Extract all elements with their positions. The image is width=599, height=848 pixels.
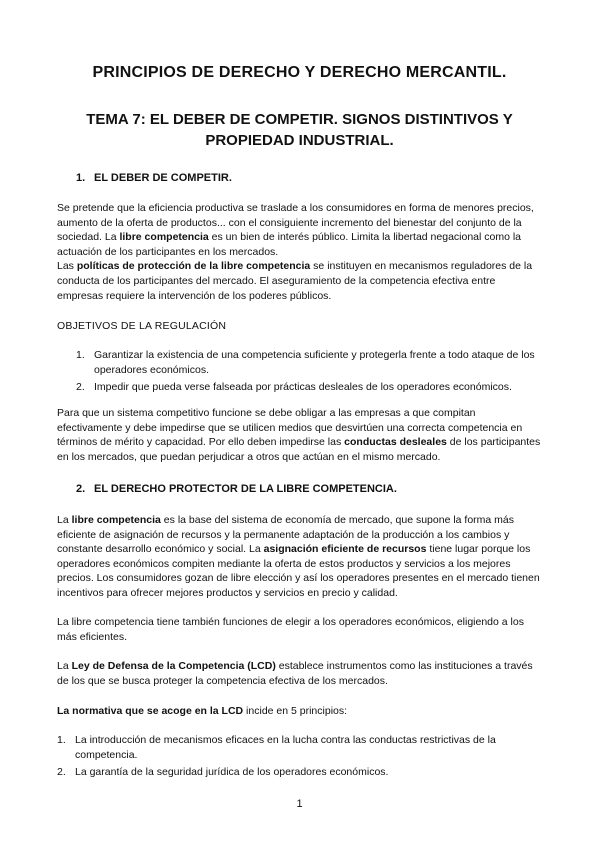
bold-term: asignación eficiente de recursos — [263, 543, 427, 556]
paragraph — [57, 659, 543, 688]
text-run: La — [57, 514, 72, 526]
text-run: es la base del sistema de economía de mercado, que supone la forma más eficiente de asignación de recursos y la permanente adaptación de la producción a los cambios y constante desarrollo económico y social. La — [57, 514, 515, 556]
list-item — [57, 733, 543, 762]
text-run: es un bien de interés público. Limita la libertad negacional como la actuación de los participantes en los mercados. — [57, 231, 522, 258]
list-item-text: La garantía de la seguridad jurídica de los operadores económicos. — [75, 766, 389, 779]
bold-term: libre competencia — [119, 231, 209, 244]
list-item-text: Impedir que pueda verse falseada por prácticas desleales de los operadores económicos. — [94, 381, 512, 394]
paragraph — [57, 704, 543, 719]
text-run: se instituyen en mecanismos reguladores de la conducta de los participantes del mercado. El aseguramiento de la competencia efectiva entre empresas requiere la intervención de los poderes públicos. — [57, 260, 533, 302]
list-item — [57, 765, 543, 780]
principles-list — [57, 733, 543, 783]
document-title: PRINCIPIOS DE DERECHO Y DERECHO MERCANTIL. — [92, 64, 507, 81]
page-number: 1 — [296, 798, 303, 810]
list-number: 2. — [57, 766, 66, 779]
text-run: La — [57, 660, 72, 672]
bold-term: Ley de Defensa de la Competencia (LCD) — [71, 660, 276, 672]
text-run: tiene lugar porque los operadores económicos compiten mediante la oferta de estos productos y servicios a los mejores precios. Los consumidores gozan de libre elección y así los operadores presentes en el mercado tienen incentivos para ofrecer mejores productos y servicios en precio y calidad. — [57, 543, 540, 599]
text-run: establece instrumentos como las instituciones a través de los que se busca proteger la competencia efectiva de los mercados. — [57, 660, 533, 687]
section-heading-text: EL DERECHO PROTECTOR DE LA LIBRE COMPETENCIA. — [94, 483, 397, 495]
paragraph — [57, 513, 543, 601]
text-run: Para que un sistema competitivo funcione se debe obligar a las empresas a que compitan efectivamente y debe impedirse que se utilicen medios que desvirtúen una correcta competencia en términos de mérito y capacidad. Por ello deben impedirse las — [57, 407, 523, 449]
text-run: Las — [57, 260, 77, 273]
objectives-list — [76, 348, 543, 398]
text-run: incide en 5 principios: — [243, 705, 348, 717]
section-number: 2. — [76, 483, 86, 495]
section-heading-1 — [76, 172, 232, 184]
bold-term: conductas desleales — [344, 436, 447, 449]
section-number: 1. — [76, 172, 86, 184]
section-heading-text: EL DEBER DE COMPETIR. — [94, 172, 232, 184]
section-heading-2 — [76, 483, 397, 495]
topic-title: TEMA 7: EL DEBER DE COMPETIR. SIGNOS DISTINTIVOS Y PROPIEDAD INDUSTRIAL. — [86, 111, 513, 149]
bold-term: libre competencia — [71, 514, 161, 526]
list-number: 1. — [57, 734, 66, 746]
list-number: 2. — [76, 381, 85, 394]
paragraph — [57, 201, 543, 303]
text-run: Se pretende que la eficiencia productiva se traslade a los consumidores en forma de menores precios, aumento de la oferta de productos... con el consiguiente incremento del bienestar del conjunto de la sociedad. La — [57, 202, 534, 244]
list-item — [76, 380, 543, 395]
text-run: de los participantes en los mercados, que puedan perjudicar a otros que actúan en el mismo mercado. — [57, 436, 541, 463]
bold-term: políticas de protección de la libre competencia — [76, 260, 311, 273]
paragraph: La libre competencia tiene también funciones de elegir a los operadores económicos, eligiendo a los más eficientes. — [57, 616, 524, 643]
bold-term: La normativa que se acoge en la LCD — [57, 705, 244, 717]
list-item-text: Garantizar la existencia de una competencia suficiente y protegerla frente a todo ataque de los operadores económicos. — [94, 349, 535, 376]
list-number: 1. — [76, 349, 85, 361]
list-item-text: La introducción de mecanismos eficaces en la lucha contra las conductas restrictivas de la competencia. — [75, 734, 496, 761]
objectives-heading: OBJETIVOS DE LA REGULACIÓN — [57, 320, 227, 332]
paragraph — [57, 406, 543, 464]
list-item — [76, 348, 543, 377]
